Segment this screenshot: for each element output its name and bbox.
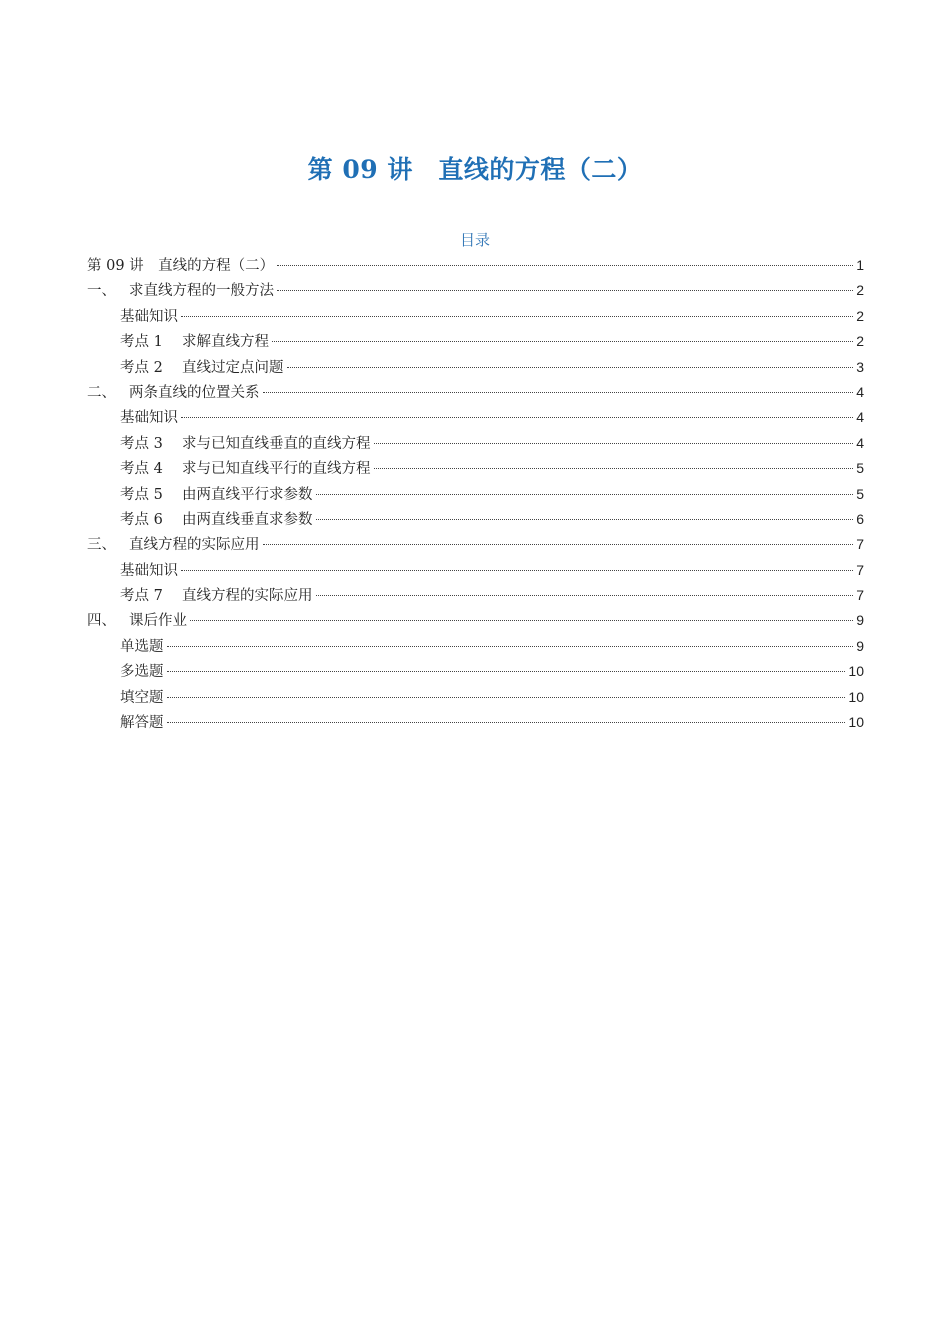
toc-dot-leader — [167, 646, 854, 647]
toc-entry-text: 求直线方程的一般方法 — [129, 283, 274, 300]
toc-entry-label — [87, 254, 274, 279]
toc-entry-label — [120, 686, 164, 711]
toc-entry[interactable] — [87, 355, 864, 380]
toc-entry-text: 直线过定点问题 — [182, 359, 284, 376]
toc-entry-label — [87, 381, 260, 406]
toc-entry-label — [120, 457, 371, 482]
toc-dot-leader — [374, 468, 854, 469]
toc-entry[interactable] — [87, 482, 864, 507]
toc-entry-label — [120, 305, 178, 330]
toc-entry-page: 10 — [848, 663, 864, 680]
toc-dot-leader — [374, 443, 854, 444]
toc-entry-label — [120, 508, 313, 533]
toc-entry-number: 考点 4 — [120, 461, 163, 478]
toc-entry[interactable] — [87, 659, 864, 684]
toc-entry-text: 由两直线平行求参数 — [182, 486, 313, 503]
toc-entry-page: 5 — [856, 485, 864, 502]
toc-dot-leader — [190, 620, 853, 621]
toc-entry-text: 基础知识 — [120, 308, 178, 325]
toc-entry[interactable] — [87, 304, 864, 329]
toc-entry[interactable] — [87, 558, 864, 583]
page-title: 第 09 讲 直线的方程（二） — [307, 155, 643, 184]
toc-entry[interactable] — [87, 608, 864, 633]
toc-entry-page: 9 — [856, 637, 864, 654]
toc-entry-page: 5 — [856, 460, 864, 477]
toc-entry-label — [120, 660, 164, 685]
toc-entry[interactable] — [87, 253, 864, 278]
toc-entry[interactable] — [87, 431, 864, 456]
toc-entry-text: 多选题 — [120, 664, 164, 681]
toc-entry[interactable] — [87, 329, 864, 354]
toc-entry-page: 9 — [856, 612, 864, 629]
toc-entry-page: 4 — [856, 383, 864, 400]
toc-entry-label — [87, 279, 274, 304]
toc-entry-page: 10 — [848, 714, 864, 731]
toc-entry-label — [120, 330, 269, 355]
toc-entry[interactable] — [87, 380, 864, 405]
toc-entry-page: 2 — [856, 282, 864, 299]
toc-entry-label — [120, 406, 178, 431]
toc-entry-label — [87, 609, 187, 634]
toc-entry-number: 四、 — [87, 613, 116, 630]
toc-entry-label — [120, 432, 371, 457]
toc-entry-text: 基础知识 — [120, 410, 178, 427]
toc-dot-leader — [277, 290, 853, 291]
toc-dot-leader — [181, 417, 853, 418]
toc-entry[interactable] — [87, 507, 864, 532]
toc-dot-leader — [167, 671, 846, 672]
toc-entry-page: 10 — [848, 688, 864, 705]
toc-entry-page: 2 — [856, 333, 864, 350]
toc-entry[interactable] — [87, 583, 864, 608]
toc-entry-number: 考点 3 — [120, 435, 163, 452]
toc-entry-page: 7 — [856, 561, 864, 578]
toc-dot-leader — [263, 544, 854, 545]
toc-entry[interactable] — [87, 456, 864, 481]
toc-entry[interactable] — [87, 405, 864, 430]
toc-dot-leader — [181, 570, 853, 571]
toc-dot-leader — [287, 367, 854, 368]
toc-entry-text: 两条直线的位置关系 — [129, 384, 260, 401]
toc-entry-label — [120, 559, 178, 584]
toc-entry-page: 2 — [856, 307, 864, 324]
toc-dot-leader — [316, 494, 854, 495]
toc-dot-leader — [167, 722, 846, 723]
toc-entry-text: 由两直线垂直求参数 — [182, 511, 313, 528]
table-of-contents — [87, 253, 864, 735]
toc-entry[interactable] — [87, 685, 864, 710]
toc-entry-text: 单选题 — [120, 638, 164, 655]
toc-entry-text: 基础知识 — [120, 562, 178, 579]
toc-entry-text: 求与已知直线平行的直线方程 — [182, 461, 371, 478]
toc-entry-page: 7 — [856, 536, 864, 553]
toc-entry-number: 一、 — [87, 283, 116, 300]
toc-entry-page: 1 — [856, 257, 864, 273]
toc-dot-leader — [316, 519, 854, 520]
toc-entry-page: 4 — [856, 434, 864, 451]
toc-entry[interactable] — [87, 278, 864, 303]
toc-entry-text: 直线方程的实际应用 — [182, 588, 313, 605]
toc-entry-label — [120, 356, 284, 381]
toc-entry-text: 求与已知直线垂直的直线方程 — [182, 435, 371, 452]
toc-entry-label — [120, 483, 313, 508]
toc-entry-number: 考点 7 — [120, 588, 163, 605]
toc-dot-leader — [277, 265, 853, 266]
toc-entry-text: 直线方程的实际应用 — [129, 537, 260, 554]
toc-dot-leader — [167, 697, 846, 698]
toc-entry-page: 4 — [856, 409, 864, 426]
toc-entry[interactable] — [87, 710, 864, 735]
toc-entry-page: 6 — [856, 510, 864, 527]
toc-entry-text: 填空题 — [120, 689, 164, 706]
toc-entry-label — [120, 711, 164, 736]
toc-dot-leader — [263, 392, 854, 393]
toc-entry-label — [120, 635, 164, 660]
toc-entry-number: 考点 5 — [120, 486, 163, 503]
toc-dot-leader — [316, 595, 854, 596]
toc-entry-number: 考点 2 — [120, 359, 163, 376]
toc-entry-page: 7 — [856, 587, 864, 604]
toc-entry-number: 考点 1 — [120, 334, 163, 351]
toc-dot-leader — [272, 341, 853, 342]
toc-entry-text: 求解直线方程 — [182, 334, 269, 351]
toc-entry-label — [120, 584, 313, 609]
toc-entry-text: 第 09 讲 直线的方程（二） — [87, 258, 275, 274]
toc-heading: 目录 — [459, 231, 490, 249]
toc-dot-leader — [181, 316, 853, 317]
toc-entry-number: 三、 — [87, 537, 116, 554]
toc-entry[interactable] — [87, 634, 864, 659]
toc-entry-page: 3 — [856, 358, 864, 375]
toc-entry-text: 解答题 — [120, 715, 164, 732]
toc-entry-text: 课后作业 — [129, 613, 187, 630]
toc-entry[interactable] — [87, 532, 864, 557]
toc-entry-number: 二、 — [87, 384, 116, 401]
toc-entry-number: 考点 6 — [120, 511, 163, 528]
toc-entry-label — [87, 533, 260, 558]
